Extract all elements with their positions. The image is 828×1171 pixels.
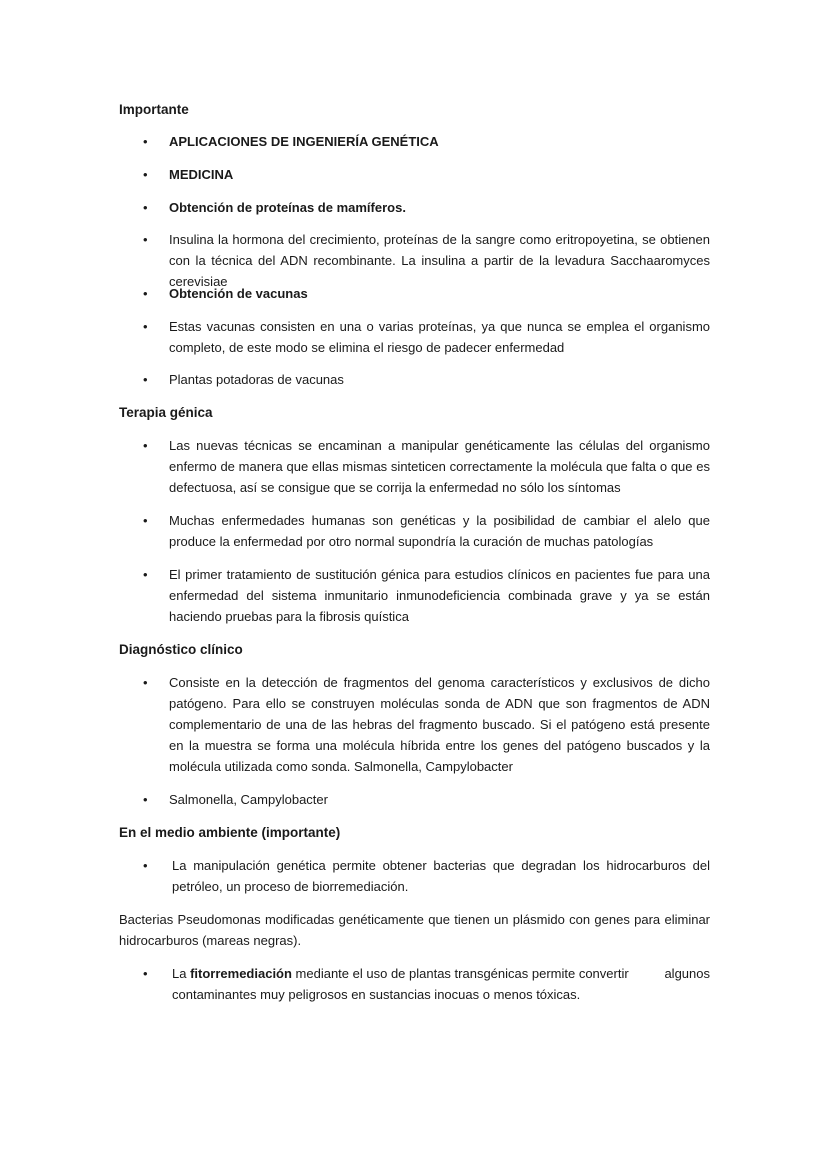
list-item: • Estas vacunas consisten en una o varias proteínas, ya que nunca se emplea el organismo completo, de este modo se elimina el riesgo de padecer enfermedad	[143, 316, 710, 358]
list-item: • Obtención de proteínas de mamíferos.	[143, 197, 710, 218]
paragraph-pseudomonas: Bacterias Pseudomonas modificadas genéticamente que tienen un plásmido con genes para eliminar hidrocarburos (mareas negras).	[119, 912, 710, 948]
heading-terapia-genica: Terapia génica	[119, 405, 213, 420]
bullet-icon	[143, 855, 168, 876]
list-item: • Muchas enfermedades humanas son genéticas y la posibilidad de cambiar el alelo que produce la enfermedad por otro normal supondría la curación de muchas patologías	[143, 510, 710, 552]
bullet-icon	[143, 510, 168, 531]
bullet-icon	[143, 197, 168, 218]
list-item: • APLICACIONES DE INGENIERÍA GENÉTICA	[143, 131, 710, 152]
list-item: • Plantas potadoras de vacunas	[143, 369, 710, 390]
heading-importante: Importante	[119, 102, 189, 117]
list-item: • Consiste en la detección de fragmentos del genoma característicos y exclusivos de dicho patógeno. Para ello se construyen moléculas sonda de ADN que son fragmentos de ADN complementario de una de las hebras del fragmento buscado. Si el patógeno está presente en la muestra se forma una molécula híbrida entre los genes del patógeno buscados y la molécula utilizada como sonda. Salmonella, Campylobacter	[143, 672, 710, 777]
list-item: • La fitorremediación mediante el uso de plantas transgénicas permite convertir algunos contaminantes muy peligrosos en sustancias inocuas o menos tóxicas.	[143, 963, 710, 1005]
bullet-icon	[143, 316, 168, 337]
term-fitorremediacion: fitorremediación	[190, 966, 292, 981]
list-item: • Obtención de vacunas	[143, 283, 710, 304]
bullet-icon	[143, 789, 168, 810]
list-item: • Insulina la hormona del crecimiento, proteínas de la sangre como eritropoyetina, se obtienen con la técnica del ADN recombinante. La insulina a partir de la levadura Sacchaaromyces cerevisiae	[143, 229, 710, 292]
heading-diagnostico-clinico: Diagnóstico clínico	[119, 642, 243, 657]
list-item: • La manipulación genética permite obtener bacterias que degradan los hidrocarburos del petróleo, un proceso de biorremediación.	[143, 855, 710, 897]
bullet-icon	[143, 369, 168, 390]
bullet-icon	[143, 963, 168, 984]
bullet-icon	[143, 164, 168, 185]
bullet-icon	[143, 564, 168, 585]
bullet-icon	[143, 283, 168, 304]
bullet-icon	[143, 131, 168, 152]
list-item: • MEDICINA	[143, 164, 710, 185]
bullet-icon	[143, 435, 168, 456]
bullet-icon	[143, 229, 168, 250]
bullet-icon	[143, 672, 168, 693]
list-item: • Salmonella, Campylobacter	[143, 789, 710, 810]
list-item: • Las nuevas técnicas se encaminan a manipular genéticamente las células del organismo enfermo de manera que ellas mismas sinteticen correctamente la molécula que falta o que es defectuosa, así se consigue que se corrija la enfermedad no sólo los síntomas	[143, 435, 710, 498]
heading-medio-ambiente: En el medio ambiente (importante)	[119, 825, 341, 840]
list-item: • El primer tratamiento de sustitución génica para estudios clínicos en pacientes fue para una enfermedad del sistema inmunitario inmunodeficiencia combinada grave y ya se están haciendo pruebas para la fibrosis quística	[143, 564, 710, 627]
